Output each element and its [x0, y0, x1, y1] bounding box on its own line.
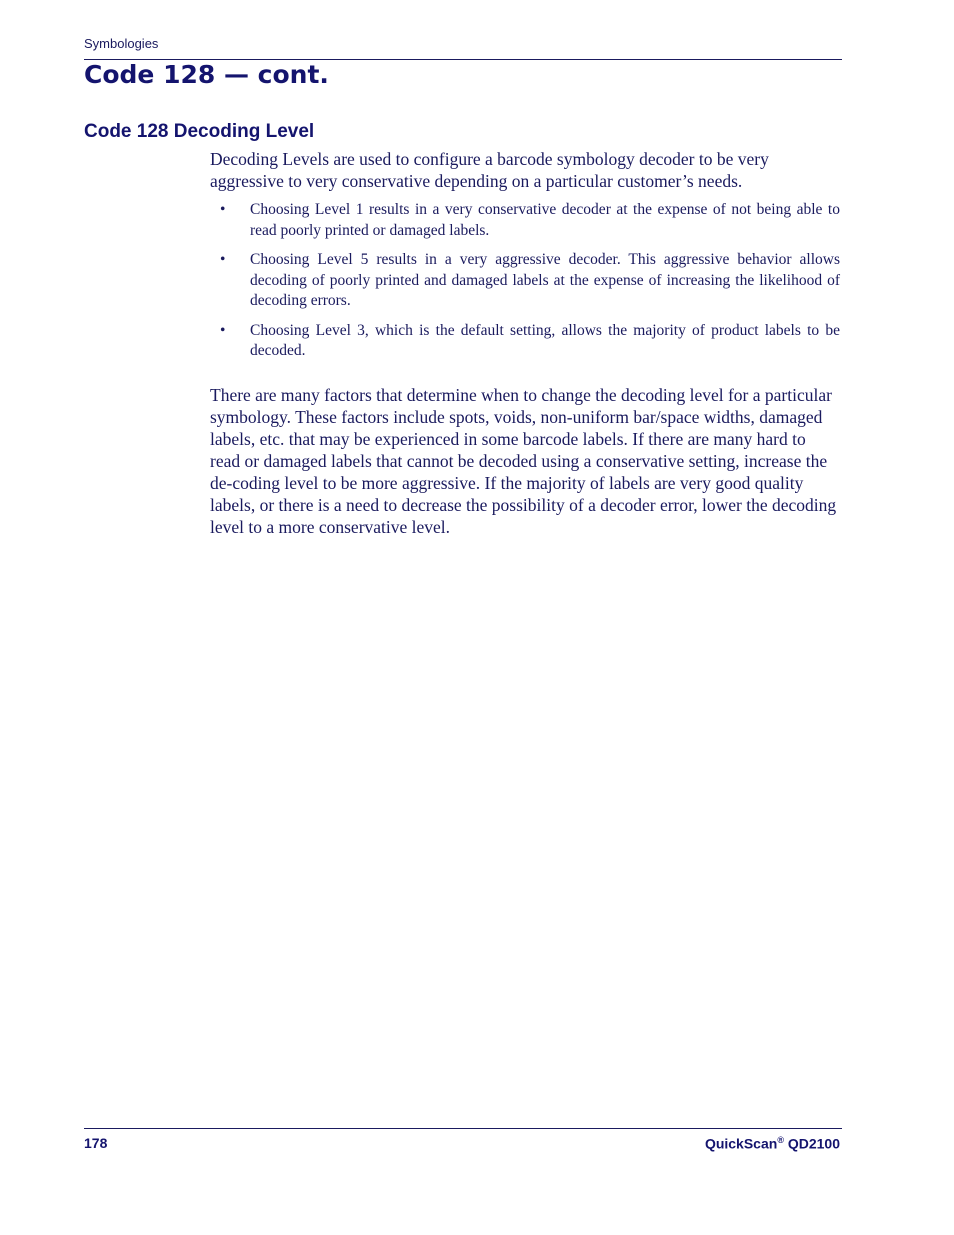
section-heading: Code 128 Decoding Level: [84, 121, 315, 142]
intro-paragraph: Decoding Levels are used to configure a barcode symbology decoder to be very aggressive to very conservative depending on a particular customer’s needs.: [210, 149, 769, 191]
bullet-icon: •: [220, 321, 226, 339]
list-item: [210, 321, 840, 362]
page-title: Code 128 — cont.: [84, 60, 329, 89]
list-item-text: Choosing Level 3, which is the default setting, allows the majority of product labels to be decoded.: [250, 321, 840, 359]
product-name: [705, 1135, 840, 1152]
list-item: [210, 200, 840, 241]
running-header: Symbologies: [84, 36, 159, 51]
product-model: QD2100: [783, 1135, 840, 1152]
factors-paragraph: There are many factors that determine when to change the decoding level for a particular symbology. These factors include spots, voids, non-uniform bar/space widths, damaged labels, etc. that may be experienced in some barcode labels. If there are many hard to read or damaged labels that cannot be decoded using a conservative setting, increase the de-coding level to be more aggressive. If the majority of labels are very good quality labels, or there is a need to decrease the possibility of a decoder error, lower the decoding level to a more conservative level.: [210, 385, 837, 537]
decoding-level-list: [210, 200, 840, 371]
page-number: 178: [84, 1135, 108, 1151]
list-item: [210, 250, 840, 312]
registered-mark: ®: [777, 1135, 784, 1145]
bullet-icon: •: [220, 251, 226, 268]
product-brand: QuickScan: [704, 1135, 778, 1152]
list-item-text: Choosing Level 5 results in a very aggressive decoder. This aggressive behavior allows decoding of poorly printed and damaged labels at the expense of increasing the likelihood of decoding errors.: [250, 251, 840, 309]
bullet-icon: •: [220, 201, 226, 218]
list-item-text: Choosing Level 1 results in a very conservative decoder at the expense of not being able to read poorly printed or damaged labels.: [250, 201, 840, 239]
footer-divider: [84, 1128, 842, 1129]
